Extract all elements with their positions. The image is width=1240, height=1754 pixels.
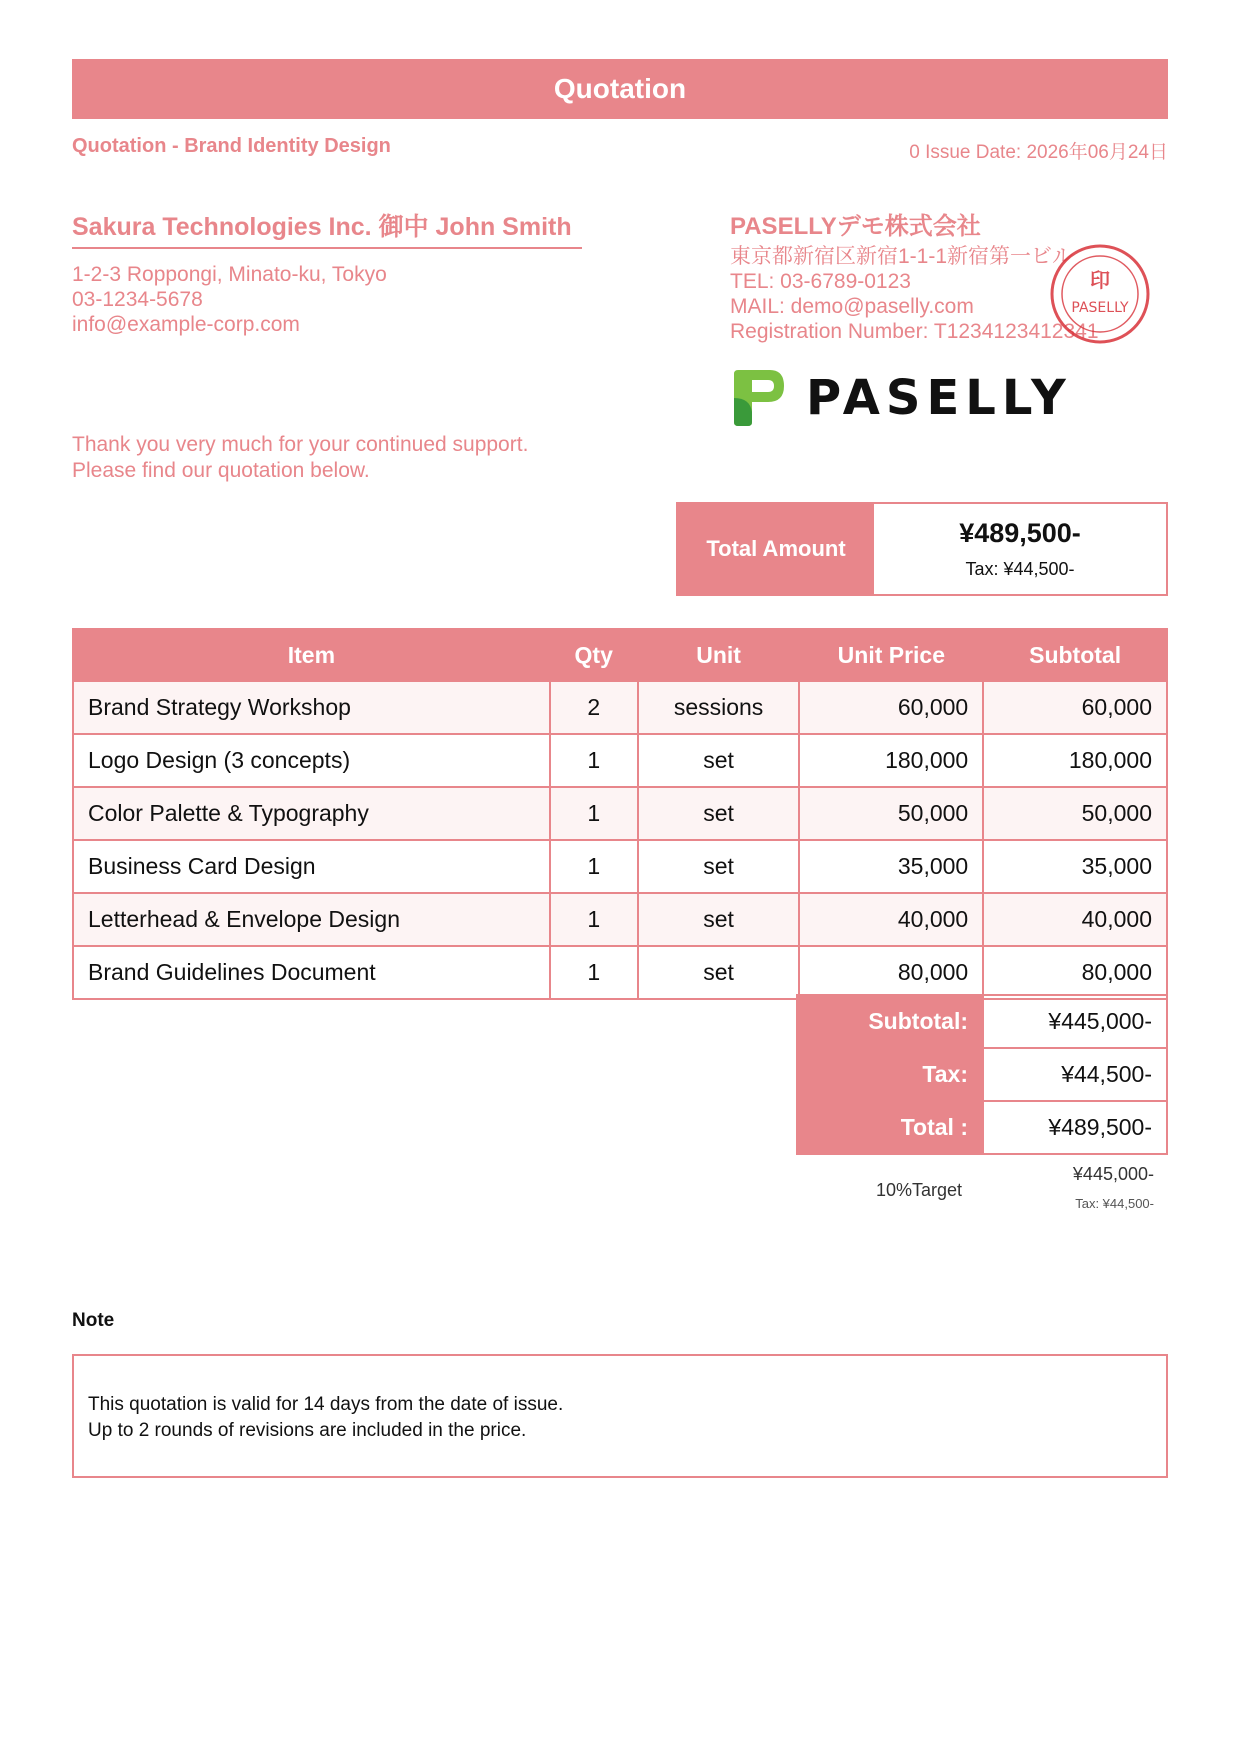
cell-qty: 2 bbox=[550, 681, 638, 734]
summary-total-value: ¥489,500- bbox=[983, 1101, 1167, 1154]
column-header-item: Item bbox=[73, 629, 550, 681]
table-row bbox=[73, 840, 1167, 893]
cell-unit: set bbox=[638, 840, 800, 893]
issue-date: 0 Issue Date: 2026年06月24日 bbox=[909, 142, 1168, 163]
cell-item: Letterhead & Envelope Design bbox=[73, 893, 550, 946]
cell-item: Business Card Design bbox=[73, 840, 550, 893]
cell-unit-price: 35,000 bbox=[799, 840, 983, 893]
summary-tax-value: ¥44,500- bbox=[983, 1048, 1167, 1101]
document-title: Quotation bbox=[553, 73, 687, 104]
cell-unit-price: 60,000 bbox=[799, 681, 983, 734]
cell-subtotal: 35,000 bbox=[983, 840, 1167, 893]
greeting-line-2: Please find our quotation below. bbox=[72, 459, 370, 482]
cell-qty: 1 bbox=[550, 946, 638, 999]
line-items-table bbox=[72, 628, 1168, 1000]
note-line-2: Up to 2 rounds of revisions are included in the price. bbox=[88, 1420, 527, 1441]
svg-text:PASELLY: PASELLY bbox=[1071, 300, 1129, 316]
column-header-unit: Unit bbox=[638, 629, 800, 681]
cell-subtotal: 60,000 bbox=[983, 681, 1167, 734]
summary-row-subtotal bbox=[797, 995, 1167, 1048]
cell-unit-price: 50,000 bbox=[799, 787, 983, 840]
cell-item: Color Palette & Typography bbox=[73, 787, 550, 840]
cell-qty: 1 bbox=[550, 787, 638, 840]
table-header-row bbox=[73, 629, 1167, 681]
total-amount-box bbox=[676, 502, 1168, 596]
cell-item: Brand Guidelines Document bbox=[73, 946, 550, 999]
summary-total-label: Total : bbox=[797, 1101, 983, 1154]
cell-unit: set bbox=[638, 946, 800, 999]
greeting-message bbox=[72, 432, 528, 484]
summary-row-total bbox=[797, 1101, 1167, 1154]
table-row bbox=[73, 681, 1167, 734]
client-phone: 03-1234-5678 bbox=[72, 288, 203, 311]
cell-unit: set bbox=[638, 734, 800, 787]
cell-unit: set bbox=[638, 787, 800, 840]
summary-tax-label: Tax: bbox=[797, 1048, 983, 1101]
cell-qty: 1 bbox=[550, 893, 638, 946]
tax-rate-tax: Tax: ¥44,500- bbox=[1075, 1196, 1154, 1211]
issuer-name: PASELLYデモ株式会社 bbox=[730, 213, 981, 240]
client-block bbox=[72, 213, 582, 337]
cell-subtotal: 40,000 bbox=[983, 893, 1167, 946]
total-amount-tax: Tax: ¥44,500- bbox=[965, 559, 1075, 579]
cell-subtotal: 180,000 bbox=[983, 734, 1167, 787]
cell-subtotal: 50,000 bbox=[983, 787, 1167, 840]
table-row bbox=[73, 946, 1167, 999]
table-row bbox=[73, 893, 1167, 946]
tax-rate-label: 10%Target bbox=[876, 1180, 963, 1200]
issuer-address: 東京都新宿区新宿1-1-1新宿第一ビル bbox=[730, 245, 1074, 268]
summary-subtotal-value: ¥445,000- bbox=[983, 995, 1167, 1048]
summary-row-tax bbox=[797, 1048, 1167, 1101]
logo-wordmark: PASELLY bbox=[806, 370, 1072, 426]
total-amount-value: ¥489,500- bbox=[959, 518, 1081, 548]
column-header-subtotal: Subtotal bbox=[983, 629, 1167, 681]
cell-subtotal: 80,000 bbox=[983, 946, 1167, 999]
quotation-subject: Quotation - Brand Identity Design bbox=[72, 135, 391, 157]
cell-qty: 1 bbox=[550, 734, 638, 787]
leaf-logo-icon bbox=[730, 368, 786, 428]
cell-item: Logo Design (3 concepts) bbox=[73, 734, 550, 787]
total-amount-label: Total Amount bbox=[678, 504, 874, 594]
company-seal-stamp bbox=[1048, 242, 1152, 346]
cell-unit-price: 180,000 bbox=[799, 734, 983, 787]
cell-unit: set bbox=[638, 893, 800, 946]
client-contact bbox=[72, 262, 582, 337]
note-line-1: This quotation is valid for 14 days from the date of issue. bbox=[88, 1394, 564, 1415]
cell-item: Brand Strategy Workshop bbox=[73, 681, 550, 734]
note-box bbox=[72, 1354, 1168, 1478]
cell-unit: sessions bbox=[638, 681, 800, 734]
cell-unit-price: 80,000 bbox=[799, 946, 983, 999]
issuer-mail: MAIL: demo@paselly.com bbox=[730, 295, 974, 318]
client-name: Sakura Technologies Inc. 御中 John Smith bbox=[72, 213, 582, 249]
column-header-unit-price: Unit Price bbox=[799, 629, 983, 681]
cell-unit-price: 40,000 bbox=[799, 893, 983, 946]
paselly-logo bbox=[730, 368, 1070, 430]
tax-rate-amount: ¥445,000- bbox=[1072, 1164, 1154, 1184]
table-row bbox=[73, 787, 1167, 840]
table-row bbox=[73, 734, 1167, 787]
issuer-tel: TEL: 03-6789-0123 bbox=[730, 270, 911, 293]
column-header-qty: Qty bbox=[550, 629, 638, 681]
issuer-registration: Registration Number: T1234123412341 bbox=[730, 320, 1099, 343]
note-heading: Note bbox=[72, 1310, 115, 1331]
totals-summary bbox=[796, 994, 1168, 1155]
client-email: info@example-corp.com bbox=[72, 313, 300, 336]
total-amount-values bbox=[874, 504, 1166, 594]
greeting-line-1: Thank you very much for your continued support. bbox=[72, 433, 529, 456]
svg-text:印: 印 bbox=[1090, 268, 1110, 292]
document-title-banner bbox=[72, 59, 1168, 119]
cell-qty: 1 bbox=[550, 840, 638, 893]
summary-subtotal-label: Subtotal: bbox=[797, 995, 983, 1048]
client-address: 1-2-3 Roppongi, Minato-ku, Tokyo bbox=[72, 263, 387, 286]
